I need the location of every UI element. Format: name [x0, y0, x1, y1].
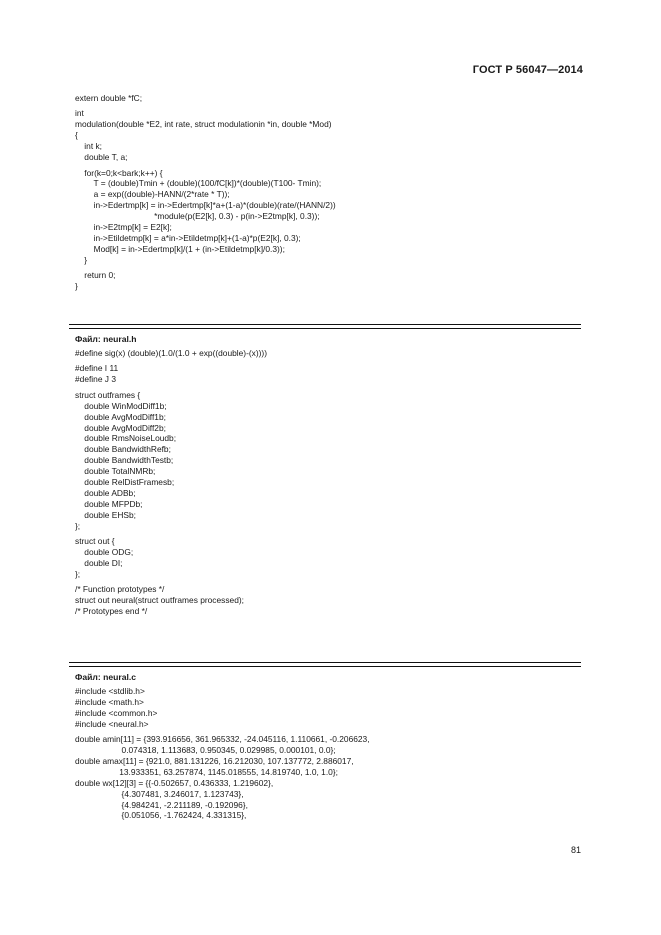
code-line: #include <neural.h> — [75, 718, 149, 729]
code-line: /* Function prototypes */ — [75, 584, 165, 595]
code-line: double wx[12][3] = {{-0.502657, 0.436333, 1.219602}, — [75, 777, 274, 788]
code-line: for(k=0;k<bark;k++) { — [75, 167, 163, 178]
code-line: 13.933351, 63.257874, 1145.018555, 14.819740, 1.0, 1.0}; — [75, 766, 338, 777]
code-line: a = exp((double)-HANN/(2*rate * T)); — [75, 189, 230, 200]
code-line: #define sig(x) (double)(1.0/(1.0 + exp((double)-(x)))) — [75, 348, 268, 358]
code-line: in->E2tmp[k] = E2[k]; — [75, 221, 172, 232]
file-title-neural-c: Файл: neural.c — [75, 672, 137, 682]
code-line: double EHSb; — [75, 509, 136, 520]
code-line: {0.051056, -1.762424, 4.331315}, — [75, 810, 247, 821]
code-line: { — [75, 130, 78, 141]
code-line: 0.074318, 1.113683, 0.950345, 0.029985, 0.000101, 0.0}; — [75, 745, 336, 756]
code-line: double WinModDiff1b; — [75, 400, 167, 411]
code-line: {4.984241, -2.211189, -0.192096}, — [75, 799, 248, 810]
code-line: modulation(double *E2, int rate, struct modulationin *in, double *Mod) — [75, 119, 332, 130]
code-line: double BandwidthRefb; — [75, 444, 171, 455]
code-line: double TotalNMRb; — [75, 466, 156, 477]
page-number: 81 — [570, 845, 581, 855]
code-line: #define I 11 — [75, 363, 119, 374]
code-line: struct outframes { — [75, 389, 141, 400]
code-line: #include <stdlib.h> — [75, 686, 145, 696]
file-title-neural-h: Файл: neural.h — [75, 334, 137, 344]
code-line: struct out { — [75, 536, 115, 547]
code-line: double RmsNoiseLoudb; — [75, 433, 177, 444]
code-line: double RelDistFramesb; — [75, 476, 175, 487]
code-line: double amin[11] = {393.916656, 361.965332, -24.045116, 1.110661, -0.206623, — [75, 734, 370, 745]
code-line: {4.307481, 3.246017, 1.123743}, — [75, 788, 244, 799]
code-line: }; — [75, 568, 81, 579]
code-block-neural-c — [75, 686, 585, 821]
code-line: } — [75, 254, 88, 265]
code-line: int — [75, 108, 84, 119]
code-block-modulation — [75, 93, 585, 292]
code-line: } — [75, 281, 78, 292]
code-line: double BandwidthTestb; — [75, 455, 174, 466]
code-line: }; — [75, 520, 81, 531]
code-block-neural-h — [75, 348, 585, 617]
file-separator — [69, 324, 581, 329]
file-separator — [69, 662, 581, 667]
code-line: /* Prototypes end */ — [75, 605, 148, 616]
code-line: *module(p(E2[k], 0.3) - p(in->E2tmp[k], 0.3)); — [75, 211, 320, 222]
code-line: Mod[k] = in->Edertmp[k]/(1 + (in->Etildetmp[k]/0.3)); — [75, 243, 285, 254]
code-line: double ODG; — [75, 546, 134, 557]
code-line: double AvgModDiff1b; — [75, 411, 166, 422]
code-line: #include <common.h> — [75, 707, 158, 718]
code-line: #include <math.h> — [75, 696, 144, 707]
code-line: extern double *fC; — [75, 93, 143, 103]
file-section-neural-h — [75, 334, 585, 617]
code-line: int k; — [75, 141, 102, 152]
code-line: double T, a; — [75, 152, 128, 163]
code-line: double AvgModDiff2b; — [75, 422, 166, 433]
code-line: double DI; — [75, 557, 123, 568]
code-line: double amax[11] = {921.0, 881.131226, 16.212030, 107.137772, 2.886017, — [75, 755, 354, 766]
file-section-neural-c — [75, 672, 585, 821]
code-line: T = (double)Tmin + (double)(100/fC[k])*(double)(T100- Tmin); — [75, 178, 322, 189]
code-line: in->Edertmp[k] = in->Edertmp[k]*a+(1-a)*(double)(rate/(HANN/2)) — [75, 200, 336, 211]
standard-header: ГОСТ Р 56047—2014 — [472, 64, 583, 76]
code-line: #define J 3 — [75, 374, 116, 385]
code-line: return 0; — [75, 270, 116, 281]
code-line: struct out neural(struct outframes processed); — [75, 595, 244, 606]
code-line: double ADBb; — [75, 487, 136, 498]
code-line: in->Etildetmp[k] = a*in->Etildetmp[k]+(1-a)*p(E2[k], 0.3); — [75, 232, 301, 243]
code-line: double MFPDb; — [75, 498, 143, 509]
